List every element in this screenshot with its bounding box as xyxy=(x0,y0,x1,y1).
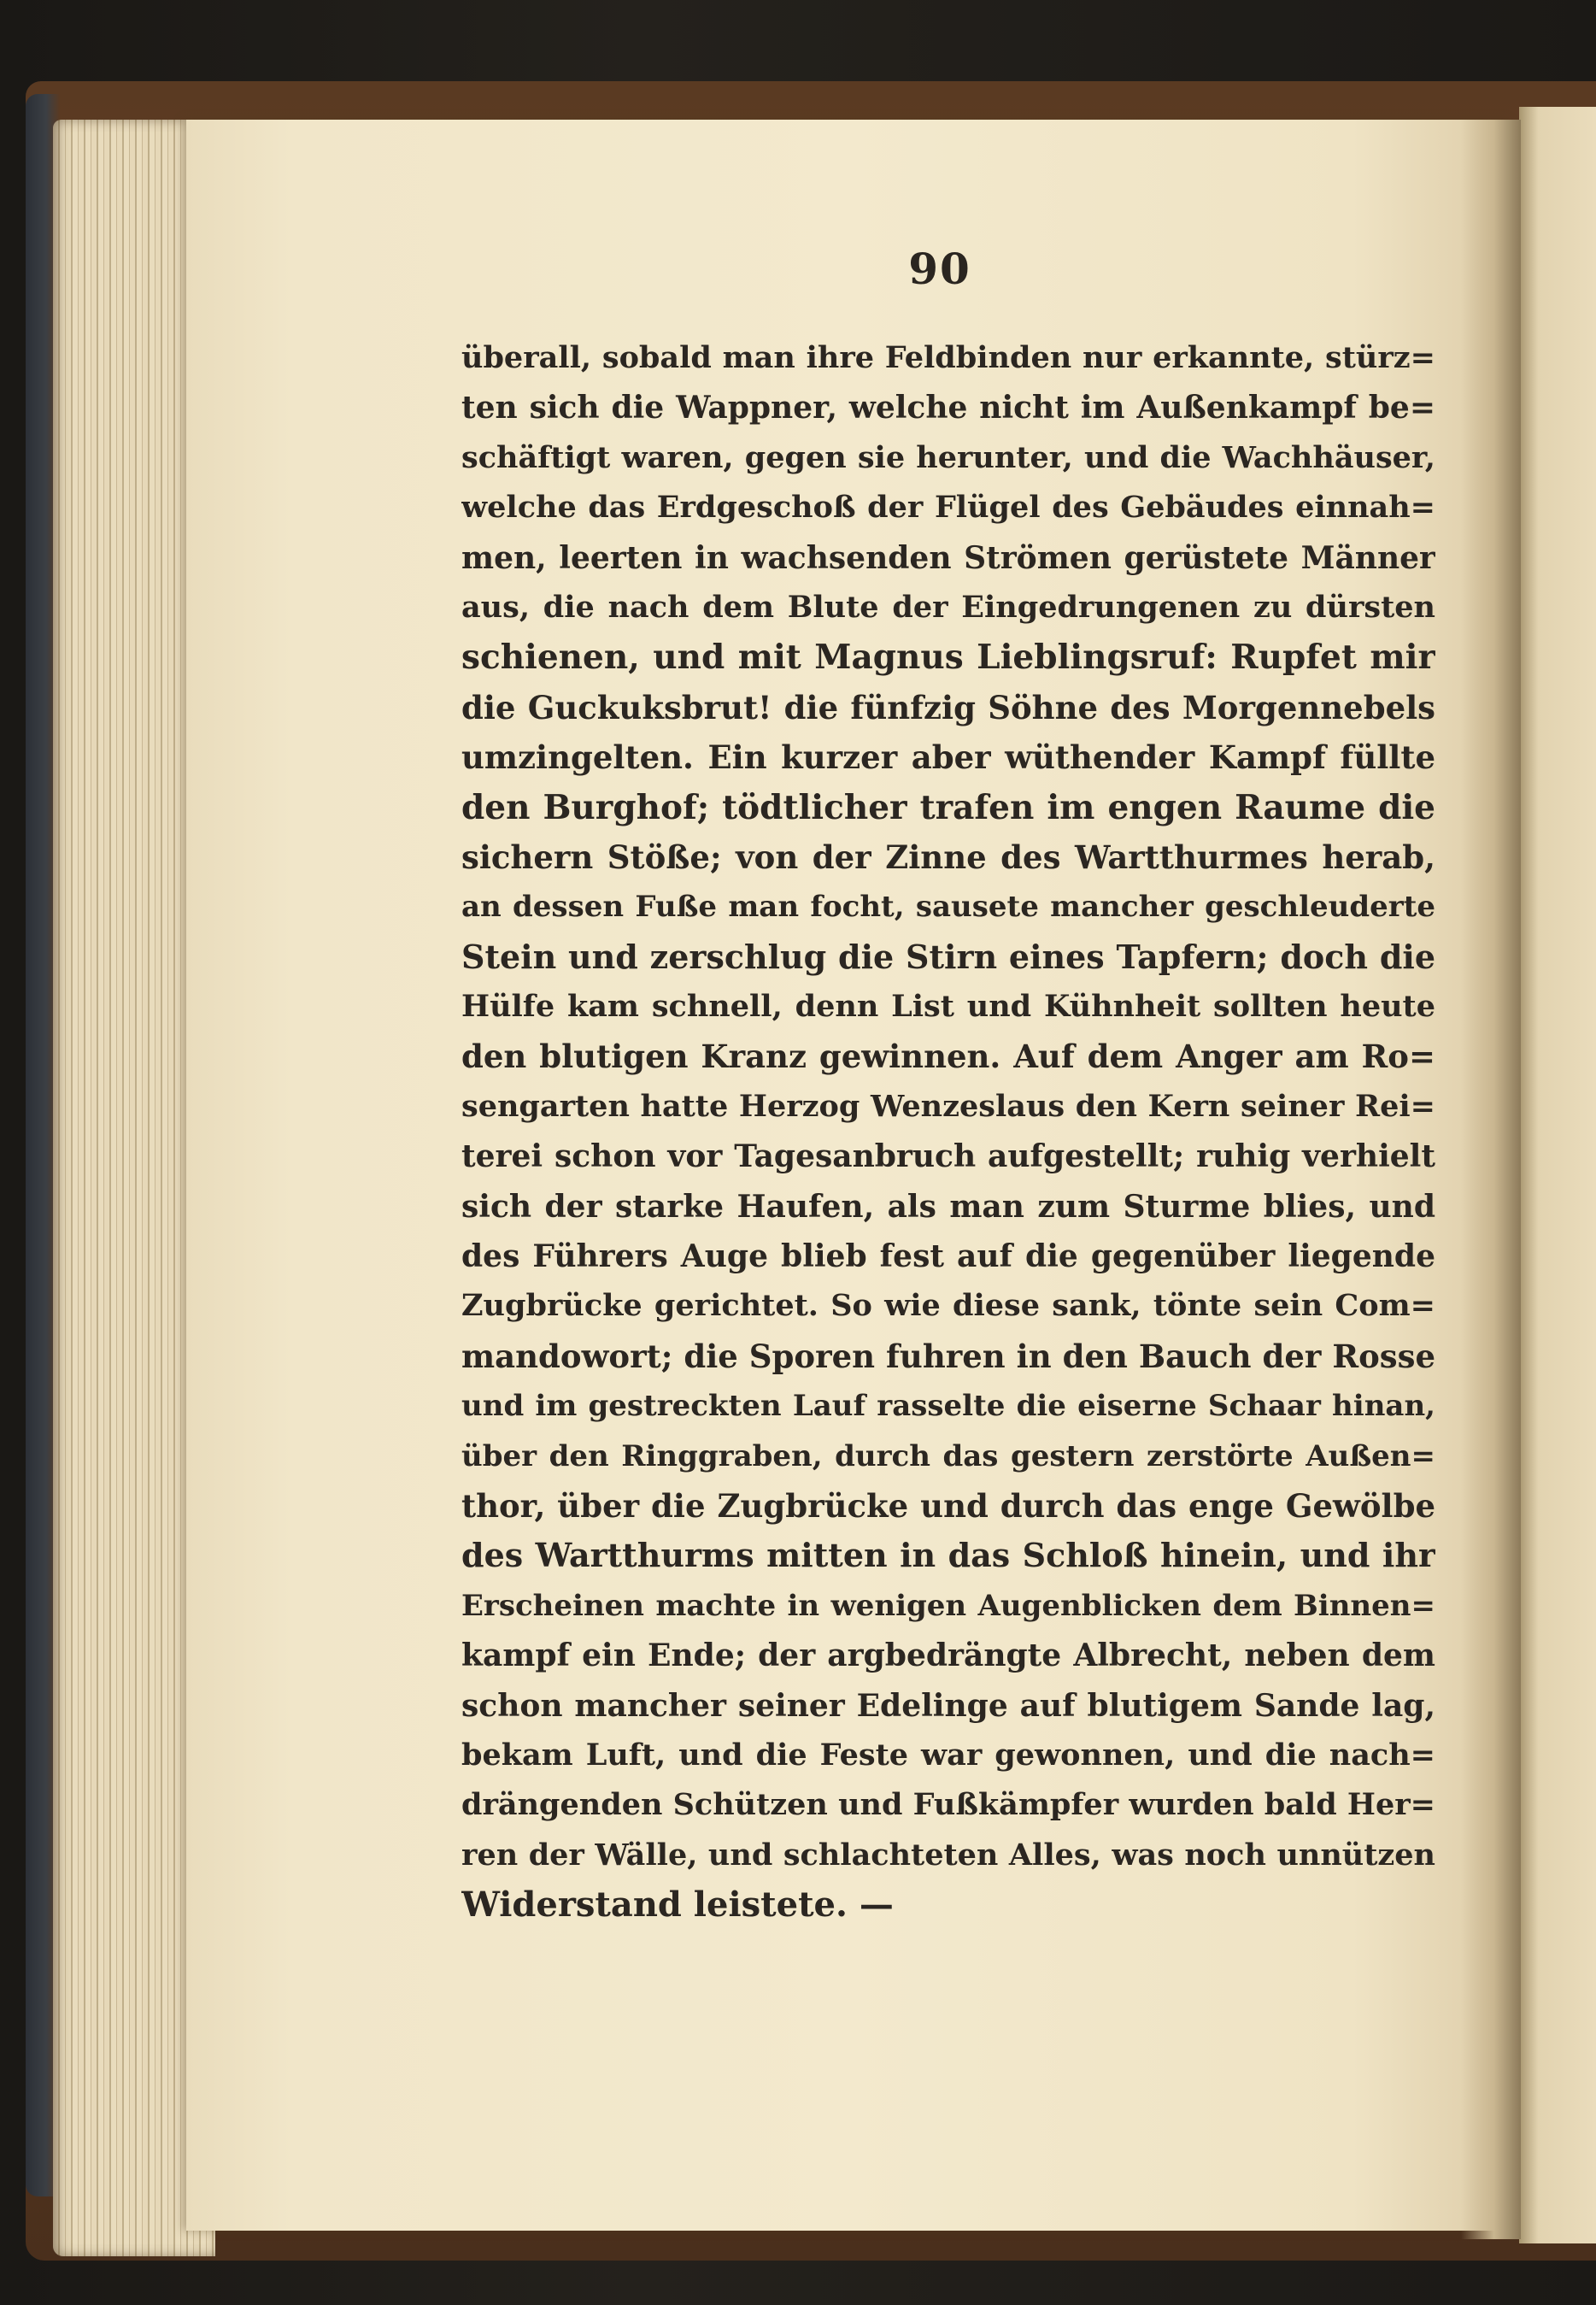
text-line: die Guckuksbrut! die fünfzig Söhne des Morgennebels xyxy=(461,688,1435,726)
text-line: Widerstand leistete. — xyxy=(461,1885,894,1926)
text-line: Stein und zerschlug die Stirn eines Tapfern; doch die xyxy=(461,937,1435,976)
text-line: thor, über die Zugbrücke und durch das enge Gewölbe xyxy=(461,1486,1435,1525)
text-line: den Burghof; tödtlicher trafen im engen Raume die xyxy=(461,787,1435,827)
text-line: an dessen Fuße man focht, sausete mancher geschleuderte xyxy=(461,890,1435,925)
text-line: schienen, und mit Magnus Lieblingsruf: Rupfet mir xyxy=(461,638,1435,678)
text-line: aus, die nach dem Blute der Eingedrungenen zu dürsten xyxy=(461,589,1435,625)
text-line: kampf ein Ende; der argbedrängte Albrecht, neben dem xyxy=(461,1638,1435,1674)
text-line: ten sich die Wappner, welche nicht im Außenkampf be= xyxy=(461,390,1435,426)
text-line: mandowort; die Sporen fuhren in den Bauch der Rosse xyxy=(461,1337,1435,1375)
text-line: sich der starke Haufen, als man zum Sturme blies, und xyxy=(461,1188,1435,1225)
text-line: schäftigt waren, gegen sie herunter, und die Wachhäuser, xyxy=(461,439,1435,475)
text-line: Zugbrücke gerichtet. So wie diese sank, tönte sein Com= xyxy=(461,1288,1435,1324)
text-line: des Wartthurms mitten in das Schloß hinein, und ihr xyxy=(461,1536,1435,1575)
text-line: sichern Stöße; von der Zinne des Wartthurmes herab, xyxy=(461,838,1435,876)
text-line: welche das Erdgeschoß der Flügel des Gebäudes einnah= xyxy=(461,490,1435,526)
text-line: men, leerten in wachsenden Strömen gerüstete Männer xyxy=(461,539,1435,576)
text-line: Erscheinen machte in wenigen Augenblicken dem Binnen= xyxy=(461,1588,1435,1623)
text-line: des Führers Auge blieb fest auf die gegenüber liegende xyxy=(461,1238,1435,1275)
text-line: und im gestreckten Lauf rasselte die eiserne Schaar hinan, xyxy=(461,1389,1435,1424)
text-line: ren der Wälle, und schlachteten Alles, was noch unnützen xyxy=(461,1837,1435,1873)
text-line: Hülfe kam schnell, denn List und Kühnheit sollten heute xyxy=(461,989,1435,1025)
text-line: den blutigen Kranz gewinnen. Auf dem Anger am Ro= xyxy=(461,1038,1435,1076)
page-number: 90 xyxy=(908,244,971,294)
gutter-shadow xyxy=(1461,120,1521,2239)
facing-page-edge xyxy=(1519,107,1596,2243)
text-line: bekam Luft, und die Feste war gewonnen, und die nach= xyxy=(461,1737,1435,1773)
text-line: überall, sobald man ihre Feldbinden nur erkannte, stürz= xyxy=(461,340,1435,375)
text-line: umzingelten. Ein kurzer aber wüthender Kampf füllte xyxy=(461,738,1435,777)
text-line: schon mancher seiner Edelinge auf blutigem Sande lag, xyxy=(461,1687,1435,1724)
text-line: sengarten hatte Herzog Wenzeslaus den Kern seiner Rei= xyxy=(461,1088,1435,1124)
text-line: terei schon vor Tagesanbruch aufgestellt; ruhig verhielt xyxy=(461,1138,1435,1175)
text-line: über den Ringgraben, durch das gestern zerstörte Außen= xyxy=(461,1438,1435,1473)
text-line: drängenden Schützen und Fußkämpfer wurden bald Her= xyxy=(461,1787,1435,1823)
body-text xyxy=(461,333,1435,1931)
